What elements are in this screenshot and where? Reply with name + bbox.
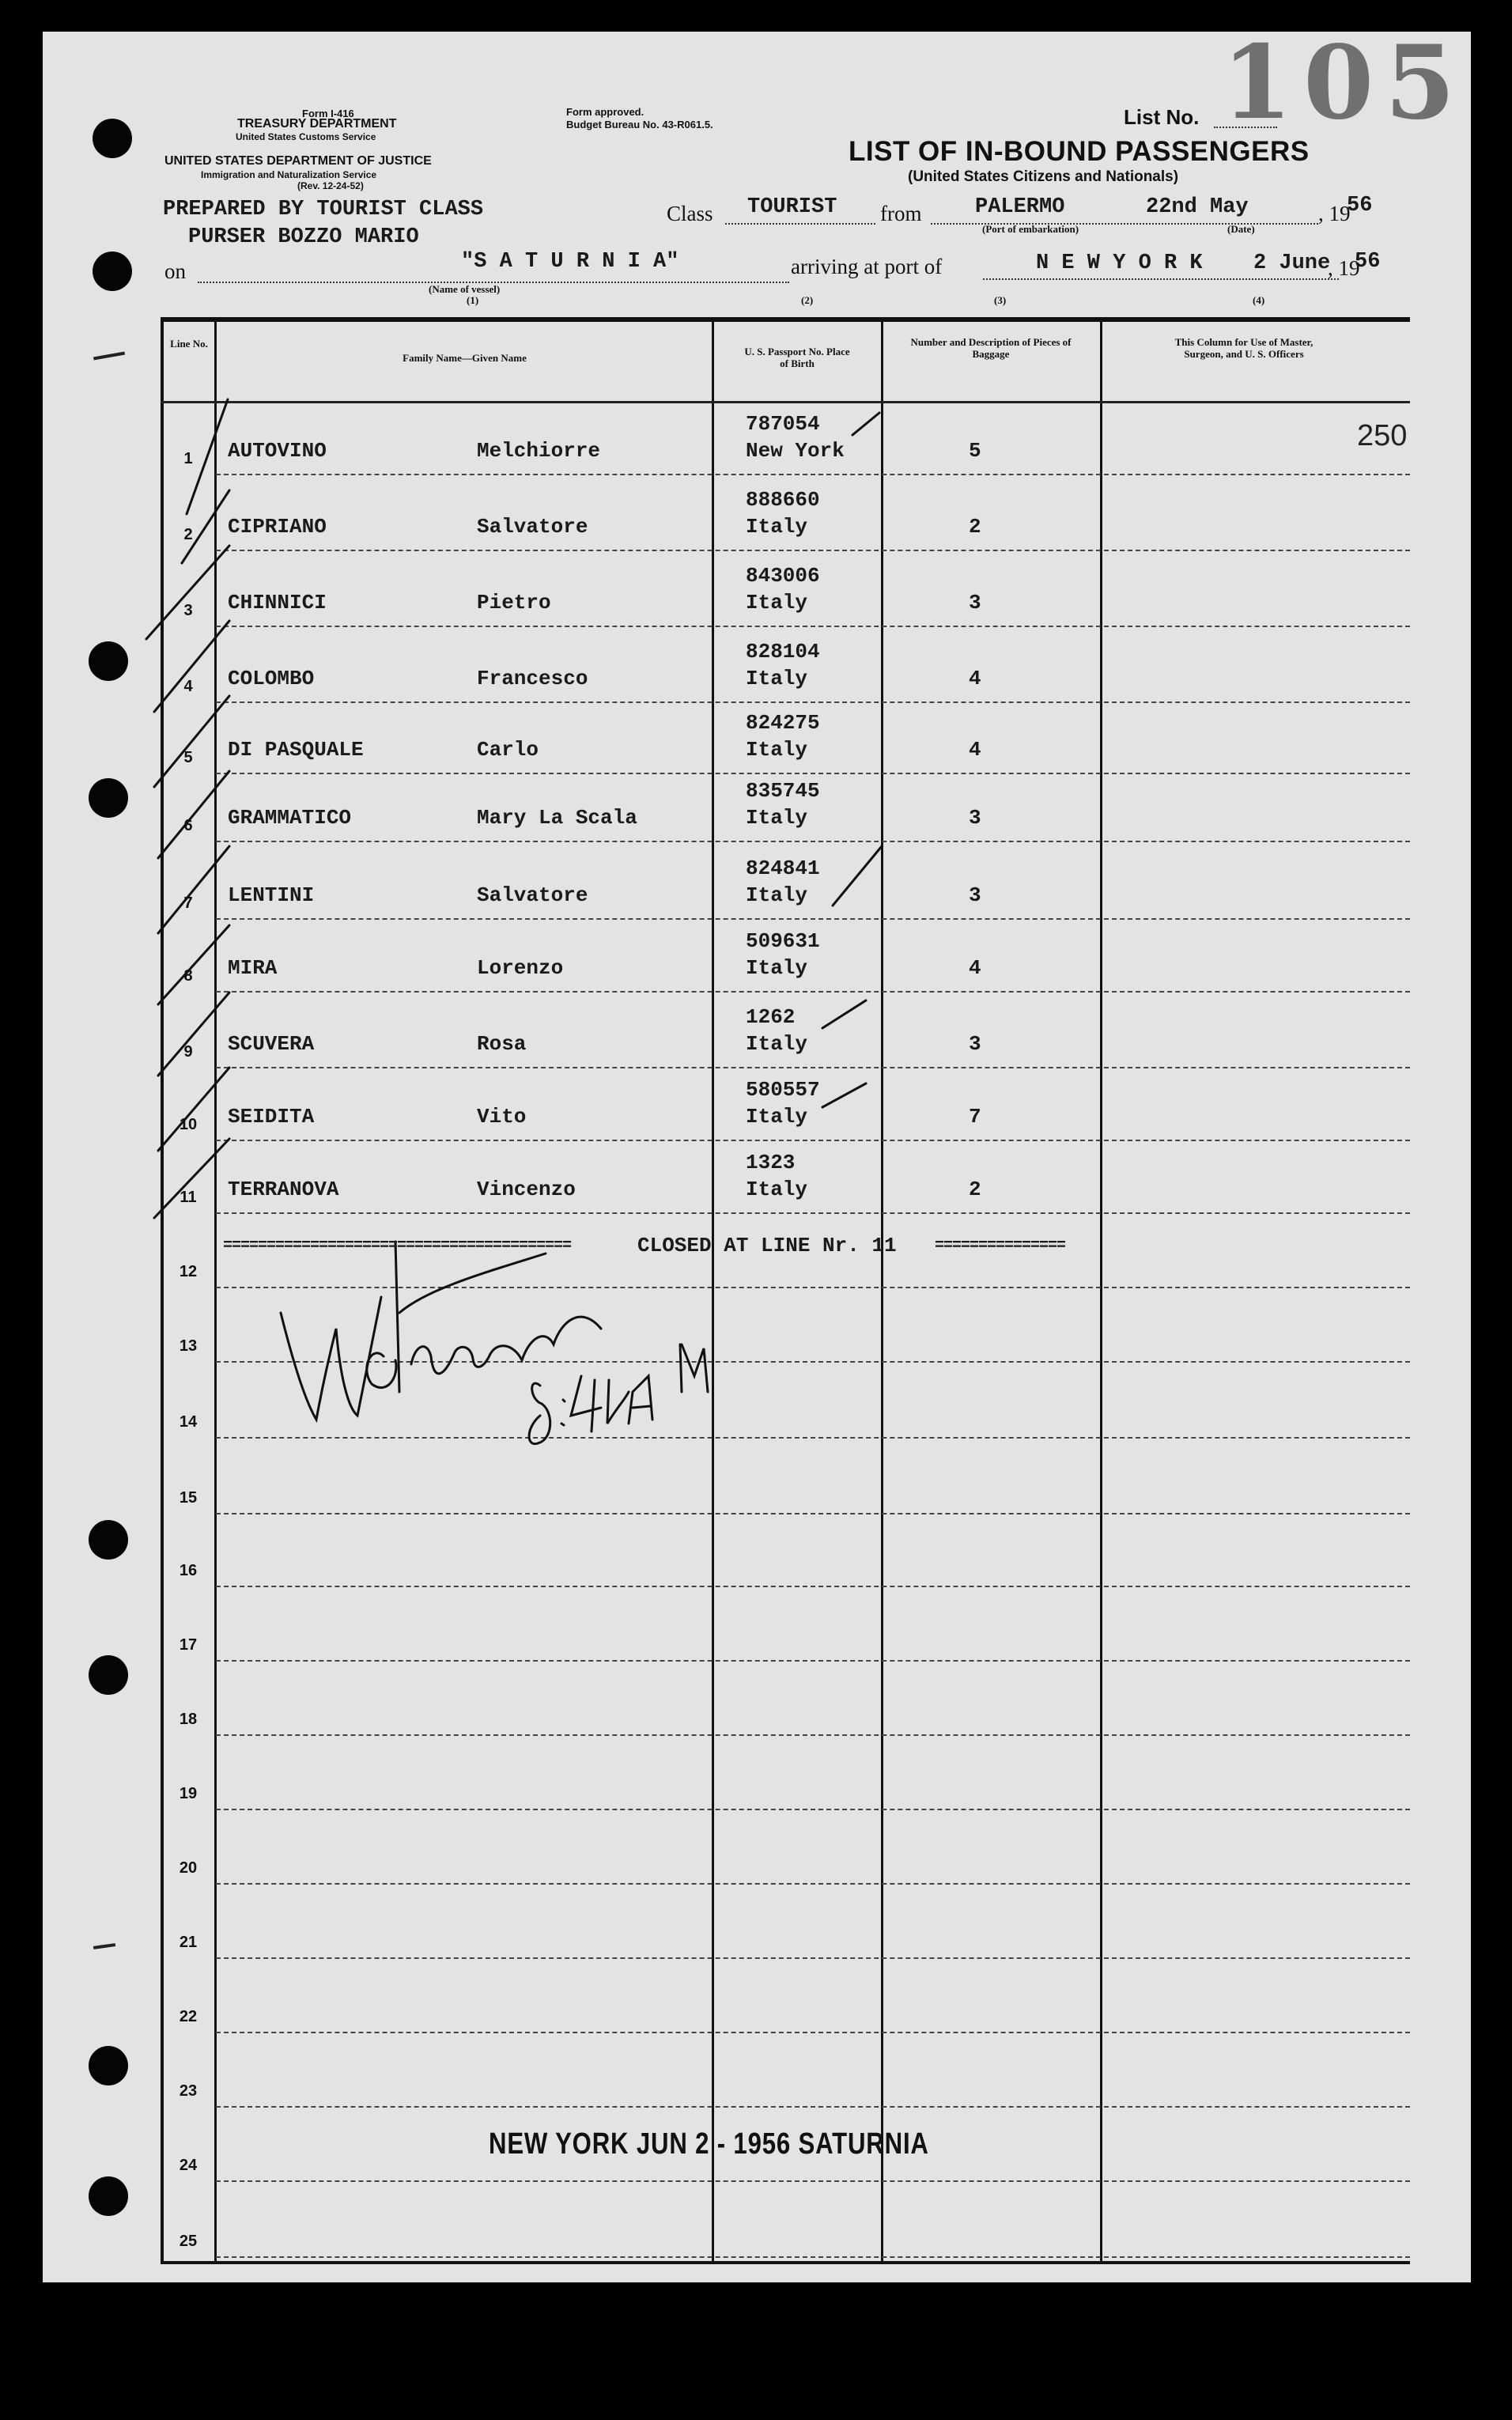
closed-line-dashes-right: =============== (935, 1237, 1066, 1255)
family-name: SEIDITA (228, 1105, 315, 1129)
passport-number: 843006 (746, 564, 820, 588)
passport-number: 509631 (746, 929, 820, 953)
baggage-count: 2 (969, 1178, 981, 1201)
check-mark (158, 993, 229, 1076)
check-mark (158, 846, 229, 933)
line-number: 14 (179, 1413, 198, 1431)
given-name: Lorenzo (477, 956, 564, 980)
check-mark (158, 771, 229, 858)
baggage-count: 4 (969, 667, 981, 690)
place-of-birth: Italy (746, 591, 808, 614)
line-number: 20 (179, 1859, 198, 1877)
line-number: 23 (179, 2082, 198, 2100)
place-of-birth: Italy (746, 1178, 808, 1201)
prepared-by: PREPARED BY TOURIST CLASS (163, 198, 484, 221)
column-number-1: (1) (467, 294, 479, 306)
family-name: TERRANOVA (228, 1178, 339, 1201)
ins-service: Immigration and Naturalization Service (201, 169, 377, 180)
family-name: DI PASQUALE (228, 738, 364, 762)
line-number: 10 (179, 1116, 198, 1133)
baggage-count: 4 (969, 956, 981, 980)
from-label: from (880, 202, 922, 225)
line-number: 13 (179, 1337, 198, 1355)
page-subtitle: (United States Citizens and Nationals) (908, 168, 1179, 185)
header-baggage: Number and Description of Pieces of Baggage (910, 336, 1072, 360)
line-number: 18 (179, 1711, 198, 1728)
check-mark (154, 1139, 229, 1218)
line-number: 16 (179, 1562, 198, 1579)
given-name: Mary La Scala (477, 806, 637, 830)
column-number-3: (3) (994, 294, 1007, 306)
list-no-label: List No. (1124, 105, 1200, 129)
family-name: CIPRIANO (228, 515, 327, 539)
on-label: on (164, 259, 186, 283)
date-caption: (Date) (1227, 223, 1255, 235)
header-line-no: Line No. (170, 338, 208, 350)
place-of-birth: Italy (746, 1105, 808, 1129)
year-prefix: , 19 (1318, 202, 1351, 225)
header-passport: U. S. Passport No. Place of Birth (744, 346, 850, 369)
baggage-count: 4 (969, 738, 981, 762)
justice-dept: UNITED STATES DEPARTMENT OF JUSTICE (164, 154, 432, 168)
check-mark (154, 696, 229, 787)
family-name: GRAMMATICO (228, 806, 352, 830)
arrival-stamp: NEW YORK JUN 2 - 1956 SATURNIA (489, 2127, 929, 2161)
closed-at-line: CLOSED AT LINE Nr. 11 (637, 1234, 897, 1257)
line-number: 12 (179, 1263, 198, 1280)
family-name: SCUVERA (228, 1032, 315, 1056)
check-mark (154, 621, 229, 712)
line-number: 11 (180, 1189, 197, 1206)
line-number: 2 (183, 526, 193, 543)
header-officers: This Column for Use of Master, Surgeon, and U. S. Officers (1174, 336, 1314, 360)
form-approved: Form approved. (566, 106, 644, 118)
baggage-count: 3 (969, 1032, 981, 1056)
treasury-dept: TREASURY DEPARTMENT (237, 117, 397, 130)
vessel-caption: (Name of vessel) (429, 283, 501, 295)
baggage-count: 5 (969, 439, 981, 463)
given-name: Salvatore (477, 515, 588, 539)
column-number-4: (4) (1253, 294, 1265, 306)
given-name: Francesco (477, 667, 588, 690)
family-name: AUTOVINO (228, 439, 327, 463)
year-prefix-2: , 19 (1328, 256, 1360, 280)
place-of-birth: Italy (746, 806, 808, 830)
given-name: Rosa (477, 1032, 527, 1056)
baggage-count: 3 (969, 806, 981, 830)
check-mark (158, 925, 229, 1004)
arrival-date: 2 June (1253, 251, 1331, 275)
line-number: 24 (179, 2157, 198, 2174)
baggage-count: 3 (969, 883, 981, 907)
given-name: Vito (477, 1105, 527, 1129)
page-title: LIST OF IN-BOUND PASSENGERS (849, 136, 1310, 167)
embarkation-date: 22nd May (1146, 195, 1249, 219)
budget-bureau: Budget Bureau No. 43-R061.5. (566, 119, 713, 130)
line-number: 22 (179, 2008, 198, 2025)
customs-service: United States Customs Service (236, 131, 376, 142)
year-value-2: 56 (1355, 250, 1381, 274)
line-number: 7 (183, 894, 193, 912)
check-mark (187, 399, 228, 514)
class-value: TOURIST (747, 195, 837, 219)
place-of-birth: Italy (746, 1032, 808, 1056)
passport-number: 828104 (746, 640, 820, 664)
passport-number: 835745 (746, 779, 820, 803)
purser-name: PURSER BOZZO MARIO (188, 225, 419, 249)
form-number: Form I-416 (302, 108, 354, 119)
passport-number: 580557 (746, 1078, 820, 1102)
line-number: 5 (183, 749, 193, 766)
given-name: Vincenzo (477, 1178, 576, 1201)
baggage-count: 3 (969, 591, 981, 614)
place-of-birth: Italy (746, 515, 808, 539)
family-name: MIRA (228, 956, 278, 980)
closed-line-dashes-left: ======================================== (223, 1237, 572, 1255)
port-of-embarkation: PALERMO (975, 195, 1065, 219)
line-number: 19 (179, 1785, 198, 1802)
port-of-arrival: N E W Y O R K (1036, 251, 1203, 275)
line-number: 9 (183, 1043, 193, 1061)
passport-number: 1262 (746, 1005, 796, 1029)
line-number: 3 (183, 602, 193, 619)
year-value: 56 (1347, 194, 1373, 217)
vessel-name: "S A T U R N I A" (461, 250, 679, 274)
given-name: Melchiorre (477, 439, 601, 463)
line-number: 17 (179, 1636, 198, 1654)
passport-number: 824275 (746, 711, 820, 735)
place-of-birth: Italy (746, 883, 808, 907)
given-name: Pietro (477, 591, 551, 614)
line-number: 1 (183, 450, 193, 467)
place-of-birth: Italy (746, 667, 808, 690)
place-of-birth: Italy (746, 738, 808, 762)
header-name: Family Name—Given Name (403, 352, 527, 364)
check-mark (158, 1068, 229, 1151)
embark-caption: (Port of embarkation) (982, 223, 1079, 235)
given-name: Salvatore (477, 883, 588, 907)
family-name: COLOMBO (228, 667, 315, 690)
passport-number: 1323 (746, 1151, 796, 1174)
place-of-birth: Italy (746, 956, 808, 980)
baggage-count: 7 (969, 1105, 981, 1129)
line-number: 6 (183, 817, 193, 834)
line-number: 25 (179, 2233, 198, 2250)
place-of-birth: New York (746, 439, 845, 463)
family-name: LENTINI (228, 883, 315, 907)
arriving-label: arriving at port of (791, 255, 943, 278)
passport-number: 824841 (746, 856, 820, 880)
list-number-stamp: 105 (1222, 24, 1467, 142)
passport-number: 888660 (746, 488, 820, 512)
family-name: CHINNICI (228, 591, 327, 614)
check-mark (146, 546, 229, 639)
column-number-2: (2) (801, 294, 814, 306)
given-name: Carlo (477, 738, 539, 762)
baggage-count: 2 (969, 515, 981, 539)
revision: (Rev. 12-24-52) (297, 180, 364, 191)
line-number: 15 (179, 1489, 198, 1507)
line-number: 21 (179, 1934, 198, 1951)
margin-note: 250 (1357, 419, 1408, 452)
line-number: 8 (183, 967, 193, 985)
line-number: 4 (183, 678, 193, 695)
class-label: Class (667, 202, 713, 225)
passport-number: 787054 (746, 412, 820, 436)
